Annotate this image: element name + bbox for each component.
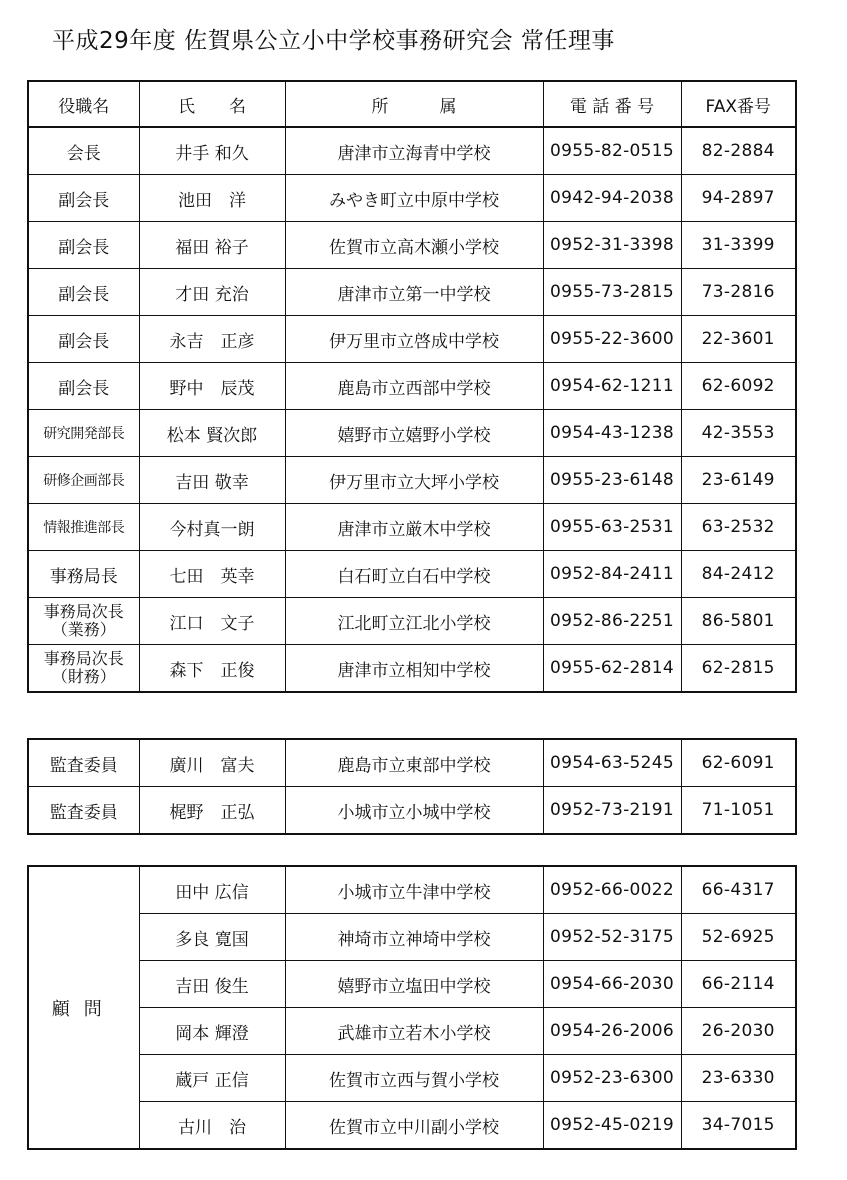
name-cell: 多良 寛国 (139, 914, 285, 961)
phone-cell: 0955-22-3600 (543, 316, 681, 363)
fax-cell: 62-6091 (681, 739, 796, 787)
phone-cell: 0952-23-6300 (543, 1055, 681, 1102)
table-row (28, 787, 796, 835)
name-cell: 蔵戸 正信 (139, 1055, 285, 1102)
affiliation-cell: 唐津市立海青中学校 (285, 127, 543, 175)
table-row (28, 175, 796, 222)
table-row (28, 504, 796, 551)
fax-cell: 23-6149 (681, 457, 796, 504)
role-cell: 監査委員 (28, 787, 139, 835)
phone-cell: 0952-66-0022 (543, 866, 681, 914)
advisors-table (27, 865, 797, 1150)
fax-cell: 71-1051 (681, 787, 796, 835)
affiliation-cell: 唐津市立第一中学校 (285, 269, 543, 316)
role-cell: 副会長 (28, 316, 139, 363)
fax-cell: 73-2816 (681, 269, 796, 316)
name-cell: 才田 充治 (139, 269, 285, 316)
phone-cell: 0952-86-2251 (543, 598, 681, 645)
fax-cell: 34-7015 (681, 1102, 796, 1150)
affiliation-cell: 武雄市立若木小学校 (285, 1008, 543, 1055)
table-row (28, 1102, 796, 1150)
table-row (28, 551, 796, 598)
affiliation-cell: 神埼市立神埼中学校 (285, 914, 543, 961)
name-cell: 今村真一朗 (139, 504, 285, 551)
fax-cell: 22-3601 (681, 316, 796, 363)
fax-cell: 42-3553 (681, 410, 796, 457)
name-cell: 永吉 正彦 (139, 316, 285, 363)
table-row (28, 316, 796, 363)
fax-cell: 84-2412 (681, 551, 796, 598)
fax-cell: 52-6925 (681, 914, 796, 961)
phone-cell: 0954-62-1211 (543, 363, 681, 410)
table-row (28, 961, 796, 1008)
table-row (28, 739, 796, 787)
name-cell: 井手 和久 (139, 127, 285, 175)
name-cell: 松本 賢次郎 (139, 410, 285, 457)
fax-cell: 31-3399 (681, 222, 796, 269)
name-cell: 吉田 俊生 (139, 961, 285, 1008)
role-cell (28, 645, 139, 693)
affiliation-cell: 鹿島市立西部中学校 (285, 363, 543, 410)
role-cell: 事務局長 (28, 551, 139, 598)
role-note: （財務） (51, 667, 116, 686)
advisor-role-cell: 顧問 (28, 866, 139, 1149)
affiliation-cell: 佐賀市立中川副小学校 (285, 1102, 543, 1150)
affiliation-cell: みやき町立中原中学校 (285, 175, 543, 222)
header-role: 役職名 (28, 81, 139, 127)
role-cell: 副会長 (28, 222, 139, 269)
phone-cell: 0952-31-3398 (543, 222, 681, 269)
role-cell: 情報推進部長 (28, 504, 139, 551)
fax-cell: 62-6092 (681, 363, 796, 410)
name-cell: 野中 辰茂 (139, 363, 285, 410)
name-cell: 廣川 富夫 (139, 739, 285, 787)
role-cell: 副会長 (28, 175, 139, 222)
table-row (28, 866, 796, 914)
phone-cell: 0954-26-2006 (543, 1008, 681, 1055)
fax-cell: 66-4317 (681, 866, 796, 914)
name-cell: 梶野 正弘 (139, 787, 285, 835)
name-cell: 岡本 輝澄 (139, 1008, 285, 1055)
phone-cell: 0955-62-2814 (543, 645, 681, 693)
fax-cell: 62-2815 (681, 645, 796, 693)
affiliation-cell: 嬉野市立塩田中学校 (285, 961, 543, 1008)
role-cell: 研究開発部長 (28, 410, 139, 457)
fax-cell: 63-2532 (681, 504, 796, 551)
name-cell: 吉田 敬幸 (139, 457, 285, 504)
affiliation-cell: 鹿島市立東部中学校 (285, 739, 543, 787)
role-title: 事務局次長 (43, 602, 124, 621)
role-cell: 副会長 (28, 269, 139, 316)
phone-cell: 0952-73-2191 (543, 787, 681, 835)
fax-cell: 66-2114 (681, 961, 796, 1008)
auditors-table (27, 738, 797, 835)
role-note: （業務） (51, 620, 116, 639)
phone-cell: 0954-66-2030 (543, 961, 681, 1008)
name-cell: 江口 文子 (139, 598, 285, 645)
table-row (28, 1055, 796, 1102)
fax-cell: 23-6330 (681, 1055, 796, 1102)
role-cell: 研修企画部長 (28, 457, 139, 504)
fax-cell: 86-5801 (681, 598, 796, 645)
phone-cell: 0954-63-5245 (543, 739, 681, 787)
header-name: 氏 名 (139, 81, 285, 127)
affiliation-cell: 嬉野市立嬉野小学校 (285, 410, 543, 457)
role-cell: 会長 (28, 127, 139, 175)
fax-cell: 94-2897 (681, 175, 796, 222)
affiliation-cell: 白石町立白石中学校 (285, 551, 543, 598)
name-cell: 福田 裕子 (139, 222, 285, 269)
affiliation-cell: 伊万里市立大坪小学校 (285, 457, 543, 504)
table-row (28, 363, 796, 410)
phone-cell: 0955-23-6148 (543, 457, 681, 504)
role-cell (28, 598, 139, 645)
name-cell: 池田 洋 (139, 175, 285, 222)
officers-table (27, 80, 797, 693)
phone-cell: 0952-45-0219 (543, 1102, 681, 1150)
affiliation-cell: 佐賀市立西与賀小学校 (285, 1055, 543, 1102)
affiliation-cell: 伊万里市立啓成中学校 (285, 316, 543, 363)
phone-cell: 0955-82-0515 (543, 127, 681, 175)
page-title: 平成29年度 佐賀県公立小中学校事務研究会 常任理事 (52, 28, 615, 54)
header-phone: 電 話 番 号 (543, 81, 681, 127)
table-row (28, 269, 796, 316)
name-cell: 七田 英幸 (139, 551, 285, 598)
affiliation-cell: 江北町立江北小学校 (285, 598, 543, 645)
role-cell: 副会長 (28, 363, 139, 410)
fax-cell: 26-2030 (681, 1008, 796, 1055)
name-cell: 古川 治 (139, 1102, 285, 1150)
affiliation-cell: 唐津市立相知中学校 (285, 645, 543, 693)
table-row (28, 457, 796, 504)
phone-cell: 0952-84-2411 (543, 551, 681, 598)
header-fax: FAX番号 (681, 81, 796, 127)
affiliation-cell: 佐賀市立高木瀬小学校 (285, 222, 543, 269)
affiliation-cell: 唐津市立厳木中学校 (285, 504, 543, 551)
role-cell: 監査委員 (28, 739, 139, 787)
table-row (28, 1008, 796, 1055)
phone-cell: 0954-43-1238 (543, 410, 681, 457)
affiliation-cell: 小城市立牛津中学校 (285, 866, 543, 914)
table-row (28, 645, 796, 693)
phone-cell: 0942-94-2038 (543, 175, 681, 222)
table-row (28, 410, 796, 457)
table-row (28, 914, 796, 961)
phone-cell: 0955-63-2531 (543, 504, 681, 551)
fax-cell: 82-2884 (681, 127, 796, 175)
phone-cell: 0955-73-2815 (543, 269, 681, 316)
table-row (28, 598, 796, 645)
table-row (28, 127, 796, 175)
table-row (28, 222, 796, 269)
header-affiliation: 所 属 (285, 81, 543, 127)
header-row (28, 81, 796, 127)
name-cell: 森下 正俊 (139, 645, 285, 693)
role-title: 事務局次長 (43, 649, 124, 668)
name-cell: 田中 広信 (139, 866, 285, 914)
phone-cell: 0952-52-3175 (543, 914, 681, 961)
affiliation-cell: 小城市立小城中学校 (285, 787, 543, 835)
